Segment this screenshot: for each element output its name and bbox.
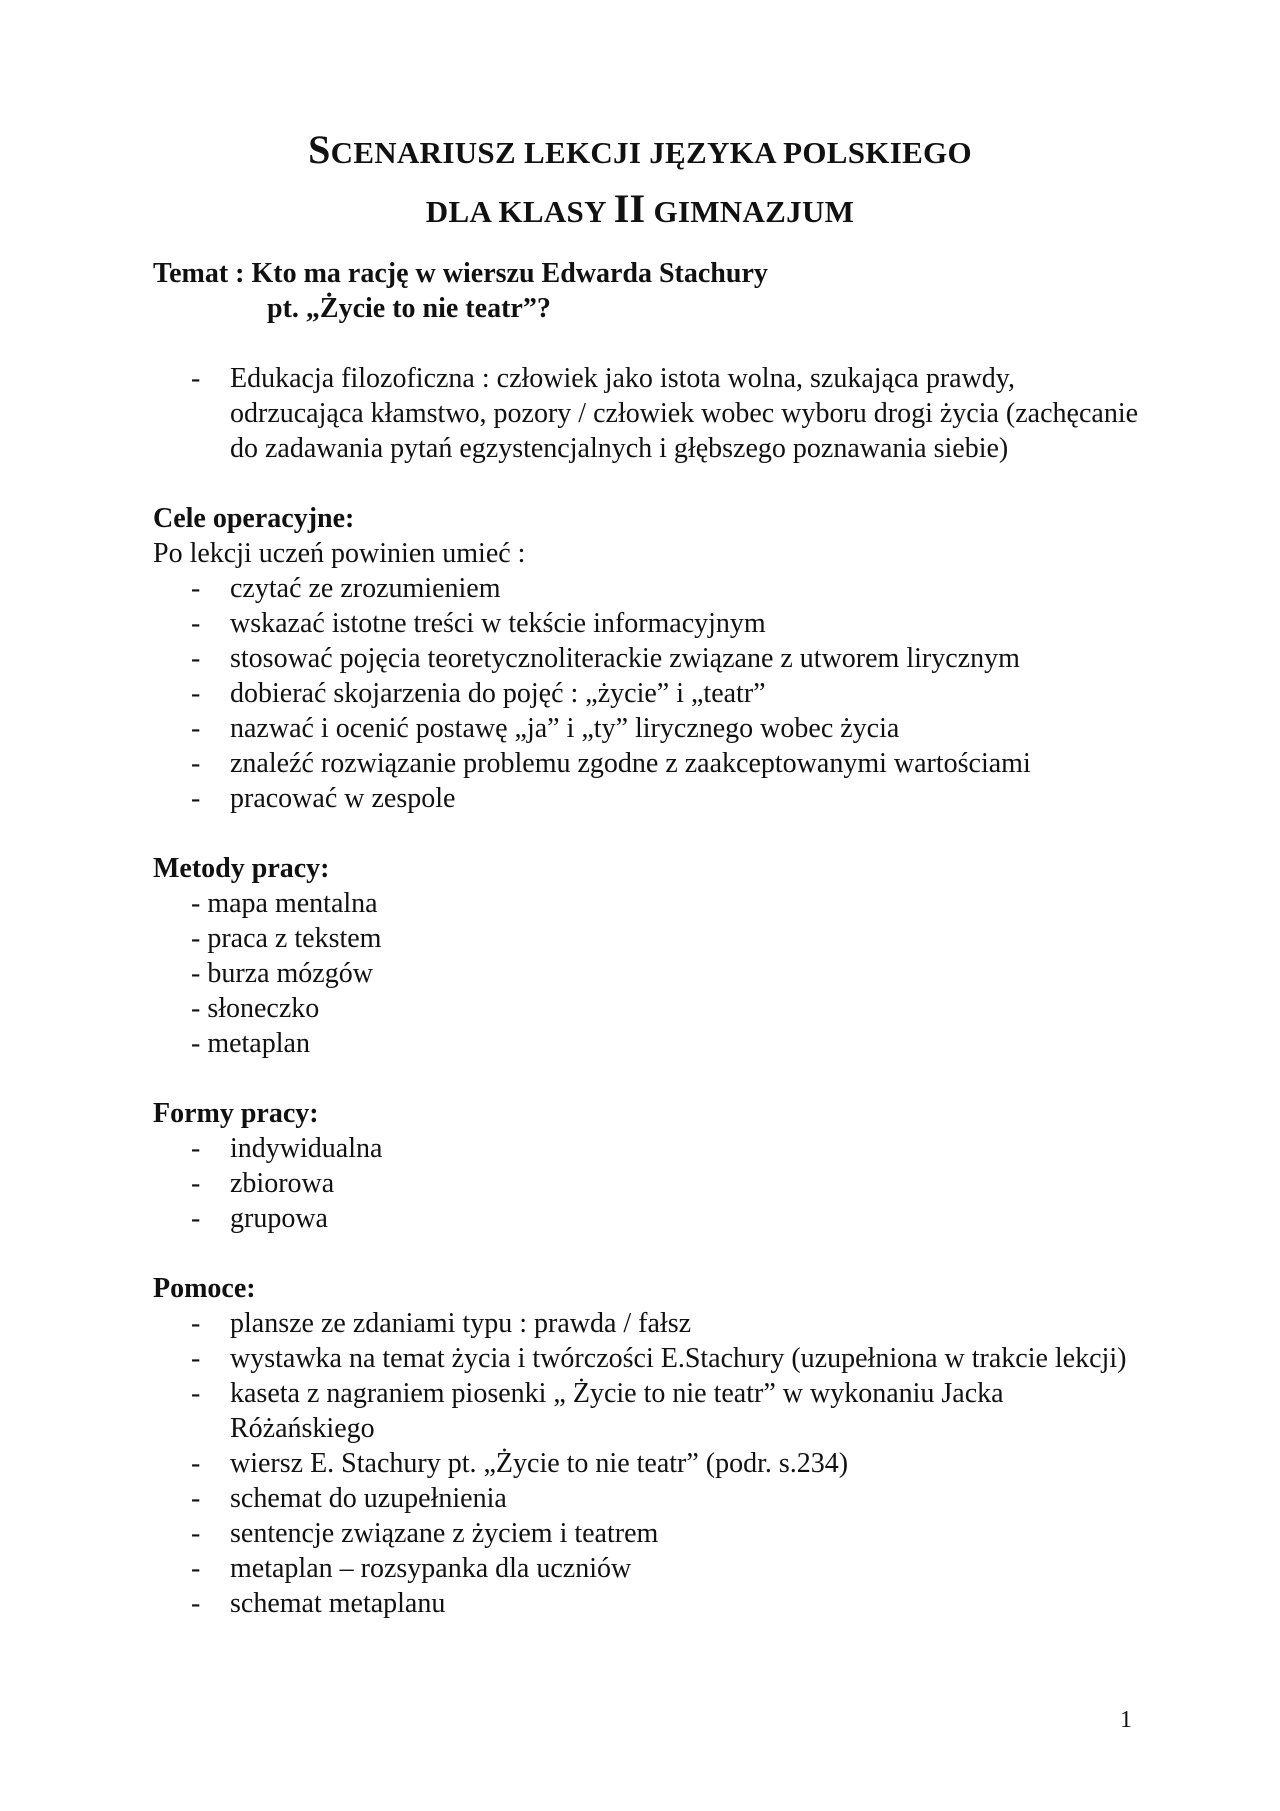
methods-list [153,886,1153,1061]
methods-section [153,851,1153,1061]
list-item: - schemat metaplanu [191,1588,446,1619]
list-item: - metaplan [191,1028,310,1059]
list-item: - metaplan – rozsypanka dla uczniów [191,1553,632,1584]
list-item: - zbiorowa [191,1168,335,1199]
topic-line-2: pt. „Życie to nie teatr”? [267,293,551,324]
list-item: - znaleźć rozwiązanie problemu zgodne z zaakceptowanymi wartościami [191,748,1031,779]
education-item: - Edukacja filozoficzna : człowiek jako istota wolna, szukająca prawdy, odrzucająca kłamstwo, pozory / człowiek wobec wyboru drogi życia (zachęcanie do zadawania pytań egzystencjalnych i głębszego poznawania siebie) [191,363,1139,464]
list-item: - sentencje związane z życiem i teatrem [191,1518,659,1549]
list-item: - nazwać i ocenić postawę „ja” i „ty” lirycznego wobec życia [191,713,900,744]
list-item: - stosować pojęcia teoretycznoliterackie związane z utworem lirycznym [191,643,1020,674]
forms-section [153,1096,1153,1236]
list-item: - dobierać skojarzenia do pojęć : „życie” i „teatr” [191,678,766,709]
forms-list [153,1131,1153,1236]
aids-section [153,1271,1153,1621]
list-item: - czytać ze zrozumieniem [191,573,501,604]
list-item: - wiersz E. Stachury pt. „Życie to nie teatr” (podr. s.234) [191,1448,849,1479]
list-item: - grupowa [191,1203,328,1234]
page-number: 1 [1120,1707,1132,1733]
list-item: - pracować w zespole [191,783,456,814]
education-list [153,361,1153,466]
list-item: - wystawka na temat życia i twórczości E.Stachury (uzupełniona w trakcie lekcji) [191,1343,1127,1374]
document-title [0,122,1280,240]
list-item: - mapa mentalna [191,888,378,919]
goals-list [153,571,1153,816]
list-item: - praca z tekstem [191,923,382,954]
goals-heading: Cele operacyjne: [153,503,355,534]
methods-heading: Metody pracy: [153,853,330,884]
goals-intro: Po lekcji uczeń powinien umieć : [153,538,526,569]
title-line-2: DLA KLASY II GIMNAZJUM [425,186,855,231]
topic-line-1: Temat : Kto ma rację w wierszu Edwarda Stachury [153,258,768,289]
aids-list [153,1306,1153,1621]
title-line-1: SCENARIUSZ LEKCJI JĘZYKA POLSKIEGO [308,127,972,172]
forms-heading: Formy pracy: [153,1098,319,1129]
goals-section [153,501,1153,816]
list-item: - kaseta z nagraniem piosenki „ Życie to nie teatr” w wykonaniu Jacka Różańskiego [191,1378,1004,1444]
list-item: - słoneczko [191,993,320,1024]
list-item: - burza mózgów [191,958,373,989]
list-item: - plansze ze zdaniami typu : prawda / fałsz [191,1308,692,1339]
list-item: - wskazać istotne treści w tekście informacyjnym [191,608,766,639]
list-item: - indywidualna [191,1133,383,1164]
lesson-topic [153,256,1153,326]
document-body [153,256,1153,1621]
aids-heading: Pomoce: [153,1273,256,1304]
list-item: - schemat do uzupełnienia [191,1483,507,1514]
